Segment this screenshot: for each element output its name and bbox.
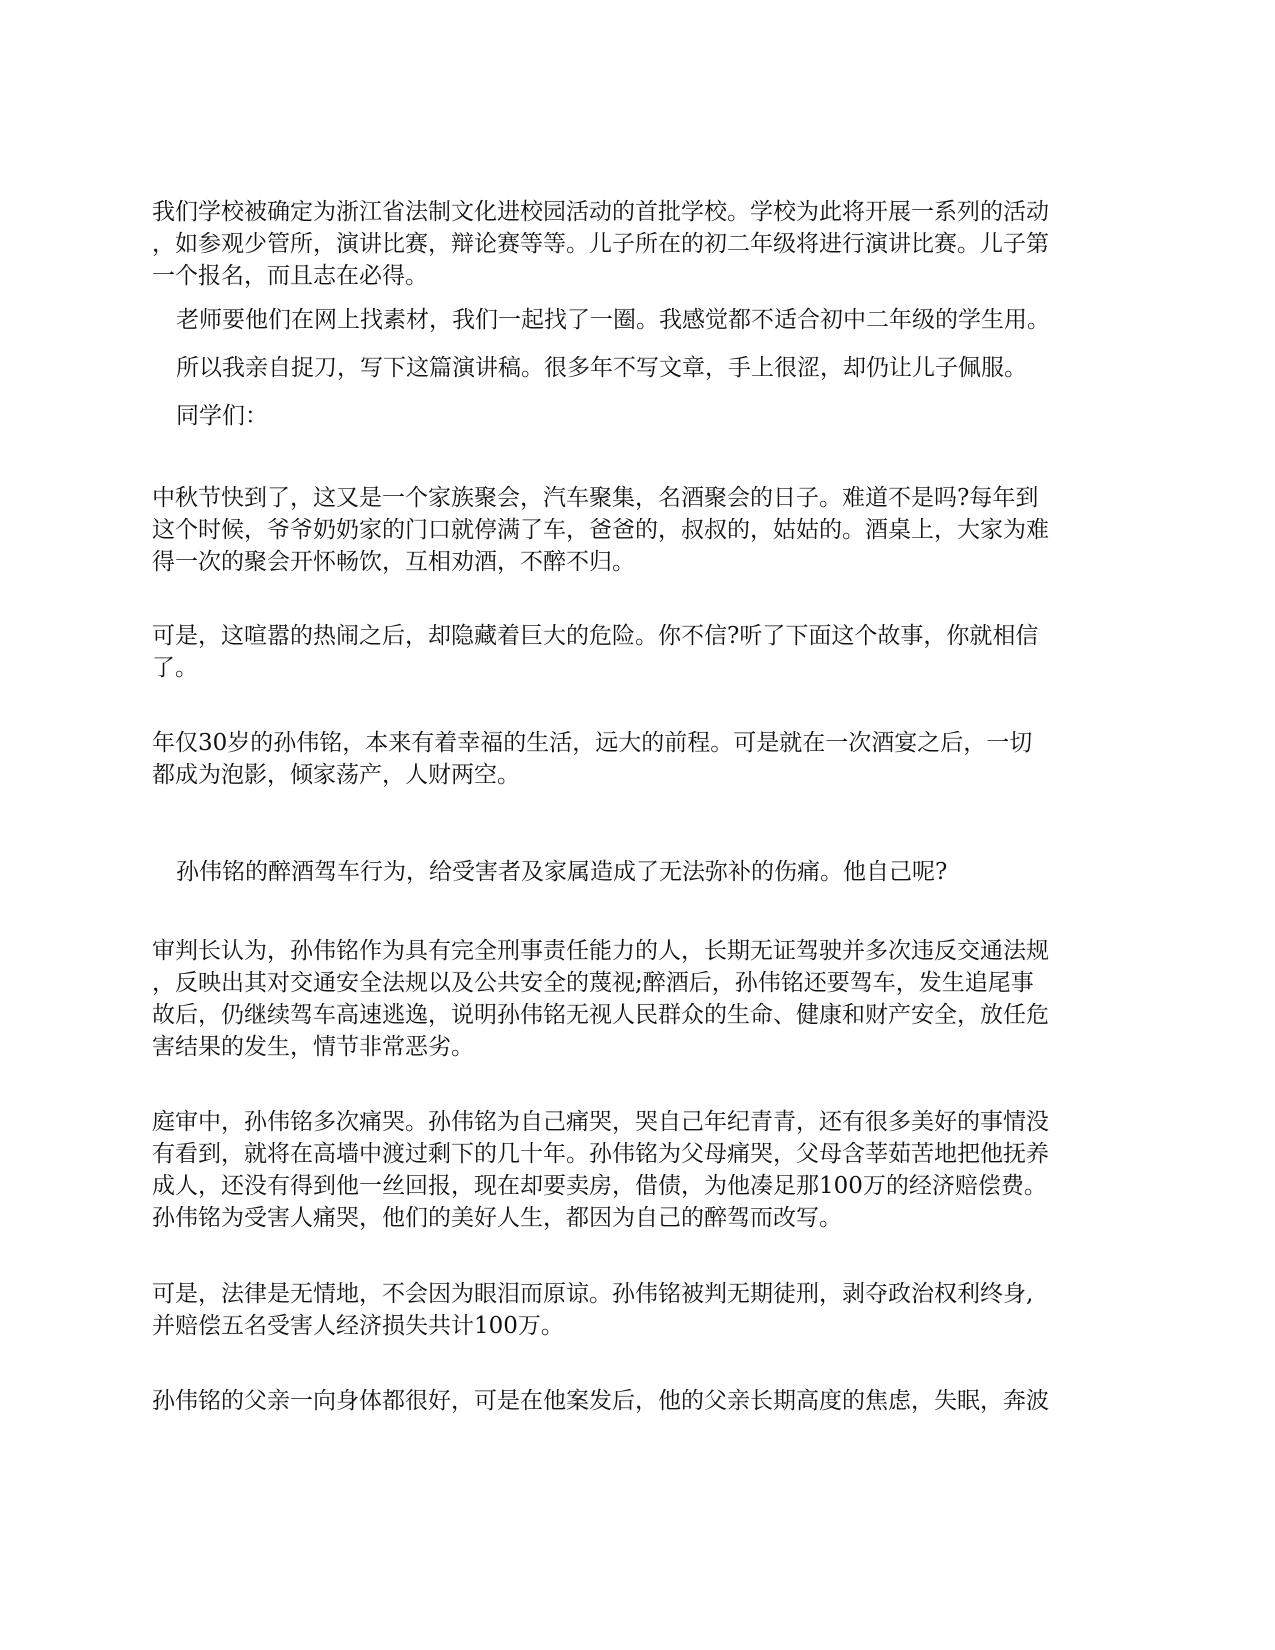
text-line: 庭审中，孙伟铭多次痛哭。孙伟铭为自己痛哭，哭自己年纪青青，还有很多美好的事情没 (152, 1109, 1049, 1135)
paragraph-festival (152, 482, 1122, 578)
text-line: 同学们： (176, 403, 268, 429)
text-line: 可是，这喧嚣的热闹之后，却隐藏着巨大的危险。你不信?听了下面这个故事，你就相信 (152, 623, 1039, 649)
text-line: ，反映出其对交通安全法规以及公共安全的蔑视;醉酒后，孙伟铭还要驾车，发生追尾事 (152, 970, 1034, 996)
paragraph-verdict (152, 1278, 1122, 1342)
text-line: 孙伟铭为受害人痛哭，他们的美好人生，都因为自己的醉驾而改写。 (152, 1205, 842, 1231)
text-line: 有看到，就将在高墙中渡过剩下的几十年。孙伟铭为父母痛哭，父母含莘茹苦地把他抚养 (152, 1141, 1049, 1167)
text-line: 并赔偿五名受害人经济损失共计100万。 (152, 1313, 564, 1339)
text-line: 成人，还没有得到他一丝回报，现在却要卖房，借债，为他凑足那100万的经济赔偿费。 (152, 1173, 1047, 1199)
paragraph-judge (152, 935, 1122, 1063)
paragraph-greeting (176, 400, 1146, 432)
text-line: 审判长认为，孙伟铭作为具有完全刑事责任能力的人，长期无证驾驶并多次违反交通法规 (152, 938, 1049, 964)
text-line: 我们学校被确定为浙江省法制文化进校园活动的首批学校。学校为此将开展一系列的活动 (152, 199, 1049, 225)
text-line: 一个报名，而且志在必得。 (152, 263, 428, 289)
paragraph-sun (152, 727, 1122, 791)
text-line: ，如参观少管所，演讲比赛，辩论赛等等。儿子所在的初二年级将进行演讲比赛。儿子第 (152, 231, 1049, 257)
text-line: 害结果的发生，情节非常恶劣。 (152, 1034, 474, 1060)
paragraph-intro (152, 196, 1122, 292)
text-line: 所以我亲自捉刀，写下这篇演讲稿。很多年不写文章，手上很涩，却仍让儿子佩服。 (176, 355, 1027, 381)
text-line: 这个时候，爷爷奶奶家的门口就停满了车，爸爸的，叔叔的，姑姑的。酒桌上，大家为难 (152, 517, 1049, 543)
text-line: 老师要他们在网上找素材，我们一起找了一圈。我感觉都不适合初中二年级的学生用。 (176, 307, 1050, 333)
text-line: 得一次的聚会开怀畅饮，互相劝酒，不醉不归。 (152, 549, 635, 575)
text-line: 孙伟铭的父亲一向身体都很好，可是在他案发后，他的父亲长期高度的焦虑，失眠，奔波 (152, 1388, 1049, 1414)
paragraph-trial (152, 1106, 1122, 1234)
paragraph-drunk-driving (176, 856, 1146, 888)
text-line: 年仅30岁的孙伟铭，本来有着幸福的生活，远大的前程。可是就在一次酒宴之后，一切 (152, 730, 1033, 756)
paragraph-father (152, 1385, 1122, 1417)
paragraph-teacher (176, 304, 1146, 336)
text-line: 故后，仍继续驾车高速逃逸，说明孙伟铭无视人民群众的生命、健康和财产安全，放任危 (152, 1002, 1049, 1028)
text-line: 可是，法律是无情地，不会因为眼泪而原谅。孙伟铭被判无期徒刑，剥夺政治权利终身, (152, 1281, 1034, 1307)
text-line: 中秋节快到了，这又是一个家族聚会，汽车聚集，名酒聚会的日子。难道不是吗?每年到 (152, 485, 1039, 511)
paragraph-danger (152, 620, 1122, 684)
text-line: 孙伟铭的醉酒驾车行为，给受害者及家属造成了无法弥补的伤痛。他自己呢? (176, 859, 948, 885)
paragraph-write (176, 352, 1146, 384)
text-line: 了。 (152, 655, 198, 681)
text-line: 都成为泡影，倾家荡产，人财两空。 (152, 762, 520, 788)
